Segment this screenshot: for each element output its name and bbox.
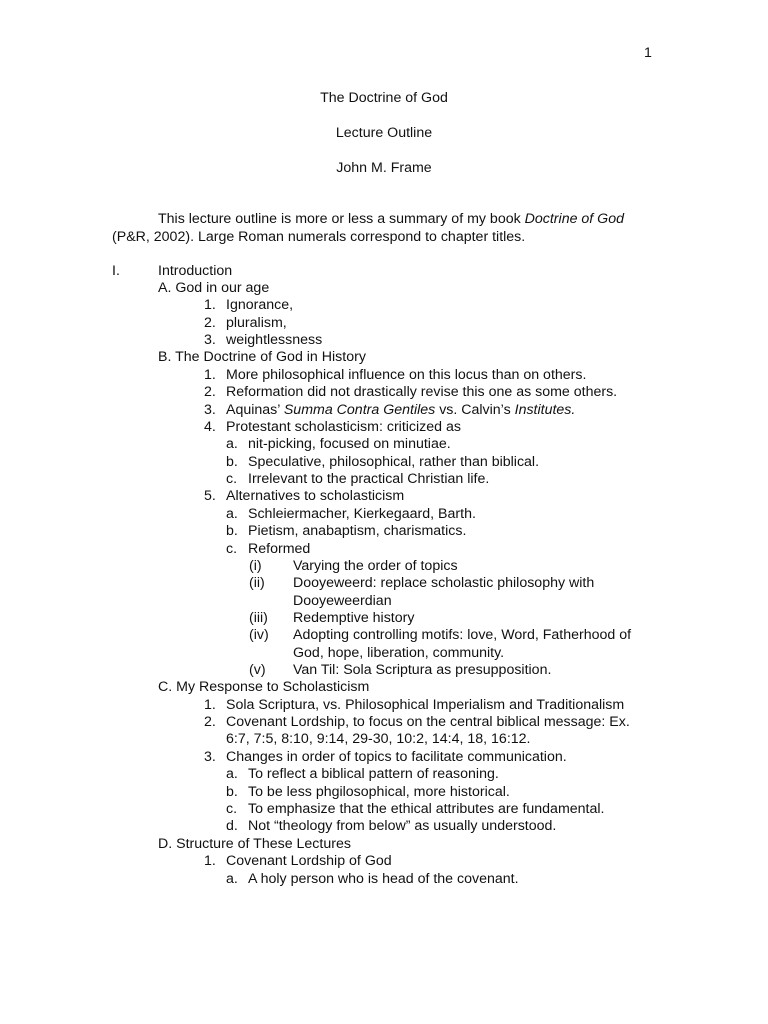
subitem-text: Irrelevant to the practical Christian life.	[248, 471, 490, 487]
section-title: Introduction	[158, 263, 233, 279]
subitem-text: nit-picking, focused on minutiae.	[248, 436, 451, 452]
item-text-part: vs. Calvin’s	[435, 402, 515, 418]
roman-item-text-continued: God, hope, liberation, community.	[293, 645, 505, 661]
subitem-letter: b.	[226, 454, 238, 470]
subsection-heading: A. God in our age	[158, 280, 270, 296]
item-number: 1.	[204, 367, 216, 383]
item-text: Alternatives to scholasticism	[226, 488, 405, 504]
subitem-letter: d.	[226, 818, 238, 834]
item-text: Changes in order of topics to facilitate communication.	[226, 749, 567, 765]
roman-numeral: (v)	[249, 662, 266, 678]
subitem-text: A holy person who is head of the covenant.	[248, 871, 519, 887]
roman-numeral: (ii)	[249, 575, 265, 591]
subitem-text: To reflect a biblical pattern of reasoning.	[248, 766, 499, 782]
subitem-text: Reformed	[248, 541, 311, 557]
item-number: 1.	[204, 297, 216, 313]
item-text: weightlessness	[226, 332, 323, 348]
item-text: Covenant Lordship, to focus on the central biblical message: Ex.	[226, 714, 630, 730]
item-text: Sola Scriptura, vs. Philosophical Imperialism and Traditionalism	[226, 697, 625, 713]
roman-numeral: (iii)	[249, 610, 268, 626]
subitem-text: Not “theology from below” as usually understood.	[248, 818, 557, 834]
roman-item-text: Dooyeweerd: replace scholastic philosophy with	[293, 575, 595, 591]
item-text: Protestant scholasticism: criticized as	[226, 419, 461, 435]
intro-text: This lecture outline is more or less a summary of my book	[158, 211, 525, 227]
intro-paragraph-line-2: (P&R, 2002). Large Roman numerals correspond to chapter titles.	[112, 229, 526, 245]
subitem-letter: a.	[226, 436, 238, 452]
book-title: Summa Contra Gentiles	[283, 402, 436, 418]
roman-item-text: Varying the order of topics	[293, 558, 458, 574]
subitem-text: To emphasize that the ethical attributes are fundamental.	[248, 801, 605, 817]
section-number: I.	[112, 263, 120, 279]
document-subtitle: Lecture Outline	[335, 125, 433, 141]
item-number: 4.	[204, 419, 216, 435]
item-text-continued: 6:7, 7:5, 8:10, 9:14, 29-30, 10:2, 14:4, 18, 16:12.	[226, 731, 531, 747]
page-number: 1	[644, 45, 652, 61]
roman-item-text: Redemptive history	[293, 610, 415, 626]
item-number: 1.	[204, 853, 216, 869]
subsection-heading: C. My Response to Scholasticism	[158, 679, 370, 695]
subitem-text: Pietism, anabaptism, charismatics.	[248, 523, 467, 539]
subsection-heading: B. The Doctrine of God in History	[158, 349, 366, 365]
subitem-letter: a.	[226, 871, 238, 887]
item-text: Reformation did not drastically revise this one as some others.	[226, 384, 618, 400]
item-text: Ignorance,	[226, 297, 294, 313]
subitem-letter: b.	[226, 523, 238, 539]
roman-item-text: Van Til: Sola Scriptura as presupposition.	[293, 662, 552, 678]
roman-item-text: Adopting controlling motifs: love, Word, Fatherhood of	[293, 627, 632, 643]
subitem-letter: b.	[226, 784, 238, 800]
item-number: 1.	[204, 697, 216, 713]
item-number: 3.	[204, 402, 216, 418]
book-title: Institutes.	[514, 402, 576, 418]
item-text: pluralism,	[226, 315, 287, 331]
roman-numeral: (i)	[249, 558, 262, 574]
item-number: 5.	[204, 488, 216, 504]
subitem-text: Schleiermacher, Kierkegaard, Barth.	[248, 506, 476, 522]
roman-item-text-continued: Dooyeweerdian	[293, 593, 392, 609]
item-number: 2.	[204, 714, 216, 730]
item-number: 3.	[204, 332, 216, 348]
item-text-part: Aquinas’	[226, 402, 284, 418]
intro-paragraph-line-1	[158, 211, 624, 228]
subitem-letter: c.	[226, 541, 238, 557]
item-number: 2.	[204, 384, 216, 400]
document-title: The Doctrine of God	[320, 90, 448, 106]
author-name: John M. Frame	[336, 160, 432, 176]
item-text: More philosophical influence on this locus than on others.	[226, 367, 587, 383]
subsection-heading: D. Structure of These Lectures	[158, 836, 351, 852]
item-text	[226, 402, 575, 419]
item-text: Covenant Lordship of God	[226, 853, 392, 869]
subitem-letter: c.	[226, 471, 238, 487]
subitem-letter: c.	[226, 801, 238, 817]
item-number: 3.	[204, 749, 216, 765]
subitem-text: To be less phgilosophical, more historical.	[248, 784, 510, 800]
book-title: Doctrine of God	[524, 211, 625, 227]
roman-numeral: (iv)	[249, 627, 269, 643]
item-number: 2.	[204, 315, 216, 331]
subitem-text: Speculative, philosophical, rather than biblical.	[248, 454, 540, 470]
subitem-letter: a.	[226, 766, 238, 782]
subitem-letter: a.	[226, 506, 238, 522]
